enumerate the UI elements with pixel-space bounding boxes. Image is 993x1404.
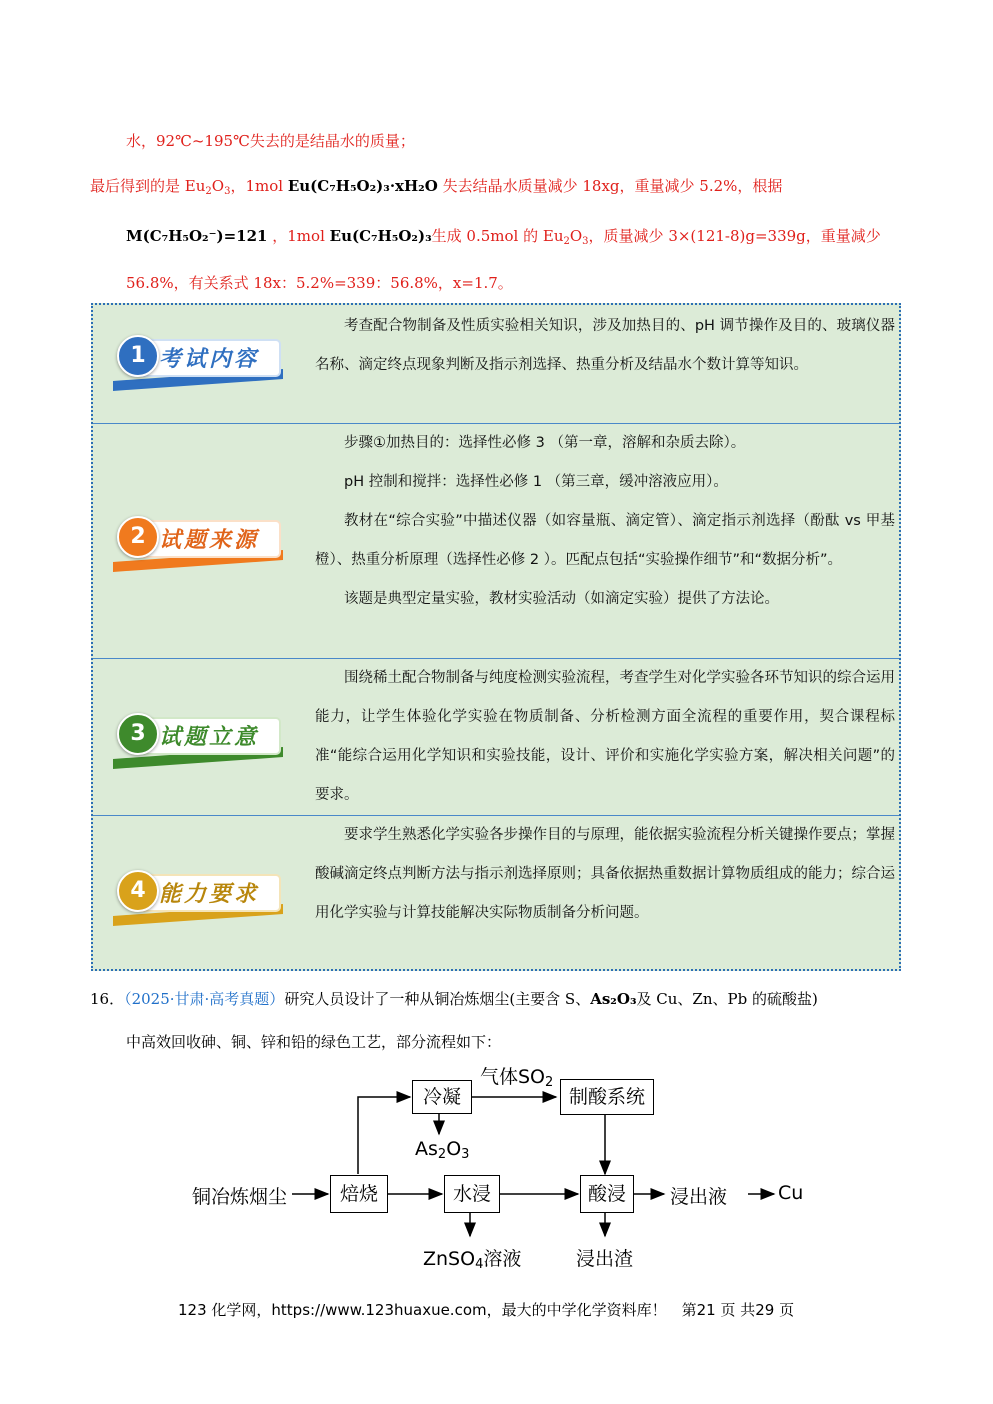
badge-label-2: 试题来源 bbox=[159, 528, 260, 553]
row-2-para-2: pH 控制和搅拌：选择性必修 1 （第三章，缓冲溶液应用）。 bbox=[344, 474, 728, 490]
formula-eu-complex: Eu(C₇H₅O₂)₃ bbox=[329, 227, 432, 245]
flow-znso4: ZnSO$_4$溶液 bbox=[423, 1248, 522, 1272]
row-1-text bbox=[315, 307, 895, 385]
box-acid-system: 制酸系统 bbox=[560, 1079, 654, 1115]
row-3-text bbox=[315, 659, 895, 815]
solution-line-2a: 最后得到的是 Eu bbox=[90, 177, 206, 195]
badge-number-3: 3 bbox=[117, 713, 159, 755]
solution-line-3b: 生成 0.5mol 的 Eu bbox=[431, 227, 564, 245]
row-3-para-1: 围绕稀土配合物制备与纯度检测实验流程，考查学生对化学实验各环节知识的综合运用能力，让学生体验化学实验在物质制备、分析检测方面全流程的重要作用，契合课程标准“能综合运用化学知识和实验技能，设计、评价和实施化学实验方案，解决相关问题”的要求。 bbox=[315, 670, 895, 803]
badge-exam-content bbox=[113, 331, 283, 391]
solution-line-1: 水，92℃~195℃失去的是结晶水的质量； bbox=[126, 132, 415, 150]
row-2-text bbox=[315, 424, 895, 619]
badge-number-4: 4 bbox=[117, 870, 159, 912]
arrow-roast-condense bbox=[358, 1097, 410, 1174]
page-footer: 123 化学网，https://www.123huaxue.com，最大的中学化学资料库！ 第21 页 共29 页 bbox=[178, 1301, 795, 1319]
formula-as2o3: As₂O₃ bbox=[590, 990, 637, 1008]
solution-line-2b: ，1mol bbox=[230, 177, 284, 195]
row-4-text bbox=[315, 816, 895, 933]
badge-label-1: 考试内容 bbox=[159, 347, 260, 372]
row-4-para-1: 要求学生熟悉化学实验各步操作目的与原理，能依据实验流程分析关键操作要点；掌握酸碱滴定终点判断方法与指示剂选择原则；具备依据热重数据计算物质组成的能力；综合运用化学实验与计算技能解决实际物质制备分析问题。 bbox=[315, 827, 895, 921]
solution-line-3: M(C₇H₅O₂⁻)=121 ，1mol Eu(C₇H₅O₂)₃生成 0.5mol 的 $Eu_2O_3$，质量减少 3×(121-8)g=339g，重量减少 bbox=[126, 227, 881, 247]
question-text-b: 及 Cu、Zn、Pb 的硫酸盐) bbox=[636, 990, 818, 1008]
table-row-exam-content bbox=[93, 305, 899, 423]
row-1-para-1: 考查配合物制备及性质实验相关知识，涉及加热目的、pH 调节操作及目的、玻璃仪器名称、滴定终点现象判断及指示剂选择、热重分析及结晶水个数计算等知识。 bbox=[315, 318, 895, 373]
badge-label-3: 试题立意 bbox=[159, 725, 260, 750]
question-16-line-1 bbox=[90, 988, 818, 1010]
flow-cu: Cu bbox=[778, 1182, 804, 1204]
question-16-line-2: 中高效回收砷、铜、锌和铅的绿色工艺，部分流程如下： bbox=[126, 1033, 502, 1051]
question-text-a: 研究人员设计了一种从铜冶炼烟尘(主要含 S、 bbox=[284, 990, 591, 1008]
solution-line-2: 最后得到的是 $Eu_2O_3$，1mol Eu(C₇H₅O₂)₃·xH₂O 失去结晶水质量减少 18xg，重量减少 5.2%，根据 bbox=[90, 177, 783, 197]
process-flowchart bbox=[180, 1068, 820, 1278]
flow-start-label: 铜冶炼烟尘 bbox=[192, 1186, 288, 1208]
solution-line-3a: ，1mol bbox=[272, 227, 325, 245]
analysis-table bbox=[91, 303, 901, 971]
row-2-para-1: 步骤①加热目的：选择性必修 3 （第一章，溶解和杂质去除）。 bbox=[344, 435, 746, 451]
flow-residue: 浸出渣 bbox=[576, 1248, 634, 1270]
badge-question-intent bbox=[113, 709, 283, 769]
box-condense: 冷凝 bbox=[412, 1080, 472, 1114]
badge-number-2: 2 bbox=[117, 516, 159, 558]
badge-number-1: 1 bbox=[117, 335, 159, 377]
badge-label-4: 能力要求 bbox=[159, 882, 260, 907]
row-2-para-4: 该题是典型定量实验，教材实验活动（如滴定实验）提供了方法论。 bbox=[344, 591, 779, 607]
formula-molar-mass: M(C₇H₅O₂⁻)=121 bbox=[126, 227, 268, 245]
flow-as2o3: $As_2O_3$ bbox=[415, 1138, 470, 1162]
formula-eu-hydrate: Eu(C₇H₅O₂)₃·xH₂O bbox=[287, 177, 438, 195]
badge-ability bbox=[113, 866, 283, 926]
badge-question-source bbox=[113, 512, 283, 572]
table-row-question-intent bbox=[93, 658, 899, 815]
flow-leachate: 浸出液 bbox=[670, 1186, 728, 1208]
flow-gas-so2: 气体$SO_2$ bbox=[480, 1066, 554, 1090]
question-source[interactable]: （2025·甘肃·高考真题） bbox=[124, 990, 285, 1008]
table-row-ability bbox=[93, 815, 899, 970]
box-roast: 焙烧 bbox=[330, 1175, 388, 1213]
box-water-leach: 水浸 bbox=[444, 1175, 500, 1213]
solution-line-4: 56.8%，有关系式 18x：5.2%=339：56.8%，x=1.7。 bbox=[126, 274, 513, 292]
solution-line-3c: ，质量减少 3×(121-8)g=339g，重量减少 bbox=[588, 227, 881, 245]
box-acid-leach: 酸浸 bbox=[580, 1175, 634, 1213]
question-number: 16． bbox=[90, 990, 125, 1008]
table-row-question-source bbox=[93, 423, 899, 658]
solution-line-2c: 失去结晶水质量减少 18xg，重量减少 5.2%，根据 bbox=[442, 177, 783, 195]
row-2-para-3: 教材在“综合实验”中描述仪器（如容量瓶、滴定管）、滴定指示剂选择（酚酞 vs 甲基橙）、热重分析原理（选择性必修 2 ）。匹配点包括“实验操作细节”和“数据分析”。 bbox=[315, 513, 895, 568]
